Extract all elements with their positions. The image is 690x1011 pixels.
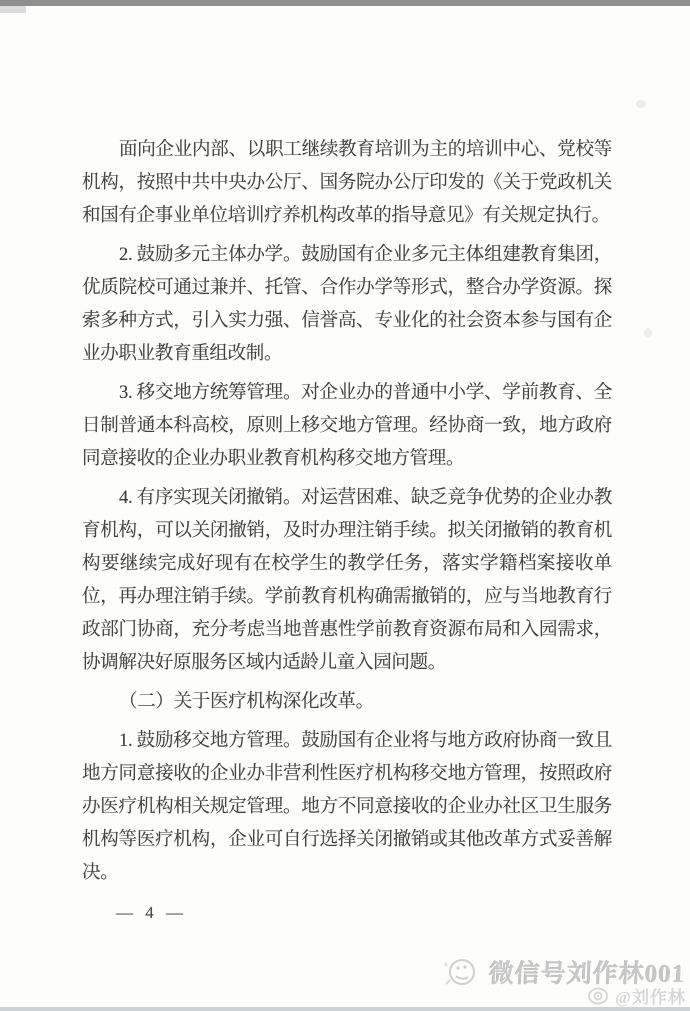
page-number: — 4 — [116,903,187,922]
paragraph-3-transfer-to-local: 3. 移交地方统筹管理。对企业办的普通中小学、学前教育、全日制普通本科高校，原则上移交地方管理。经协商一致，地方政府同意接收的企业办职业教育机构移交地方管理。 [82,383,612,469]
document-page [82,134,612,935]
paragraph-2-diversified-schooling: 2. 鼓励多元主体办学。鼓励国有企业多元主体组建教育集团，优质院校可通过兼并、托管、合作办学等形式，整合办学资源。探索多种方式，引入实力强、信誉高、专业化的社会资本参与国有企业办职业教育重组改制。 [82,245,612,364]
scan-edge-bottom [0,1007,690,1011]
paragraph-4-orderly-closure: 4. 有序实现关闭撤销。对运营困难、缺乏竞争优势的企业办教育机构，可以关闭撤销，及时办理注销手续。拟关闭撤销的教育机构要继续完成好现有在校学生的教学任务，落实学籍档案接收单位，再办理注销手续。学前教育机构确需撤销的，应与当地教育行政部门协商，充分考虑当地普惠性学前教育资源布局和入园需求，协调解决好原服务区域内适龄儿童入园问题。 [82,488,612,673]
scan-edge-notch [0,6,26,13]
paragraph-training-institutions: 面向企业内部、以职工继续教育培训为主的培训中心、党校等机构，按照中共中央办公厅、国务院办公厅印发的《关于党政机关和国有企事业单位培训疗养机构改革的指导意见》有关规定执行。 [82,140,612,226]
scan-speck [644,328,652,338]
weibo-eye-icon [587,985,609,1007]
wechat-face-icon [443,954,479,990]
wechat-watermark-text: 微信号刘作林001 [488,961,687,988]
scan-edge-top [0,0,690,6]
wechat-watermark-row [443,954,686,990]
paragraph-1-medical-transfer: 1. 鼓励移交地方管理。鼓励国有企业将与地方政府协商一致且地方同意接收的企业办非营利性医疗机构移交地方管理，按照政府办医疗机构相关规定管理。地方不同意接收的企业办社区卫生服务机构等医疗机构，企业可自行选择关闭撤销或其他改革方式妥善解决。 [82,731,612,883]
weibo-watermark-row [587,983,686,1008]
section-heading-medical-reform: （二）关于医疗机构深化改革。 [119,692,374,712]
weibo-watermark-text: @刘作林 [615,988,686,1007]
watermark [428,952,688,1008]
scan-speck [636,100,646,108]
